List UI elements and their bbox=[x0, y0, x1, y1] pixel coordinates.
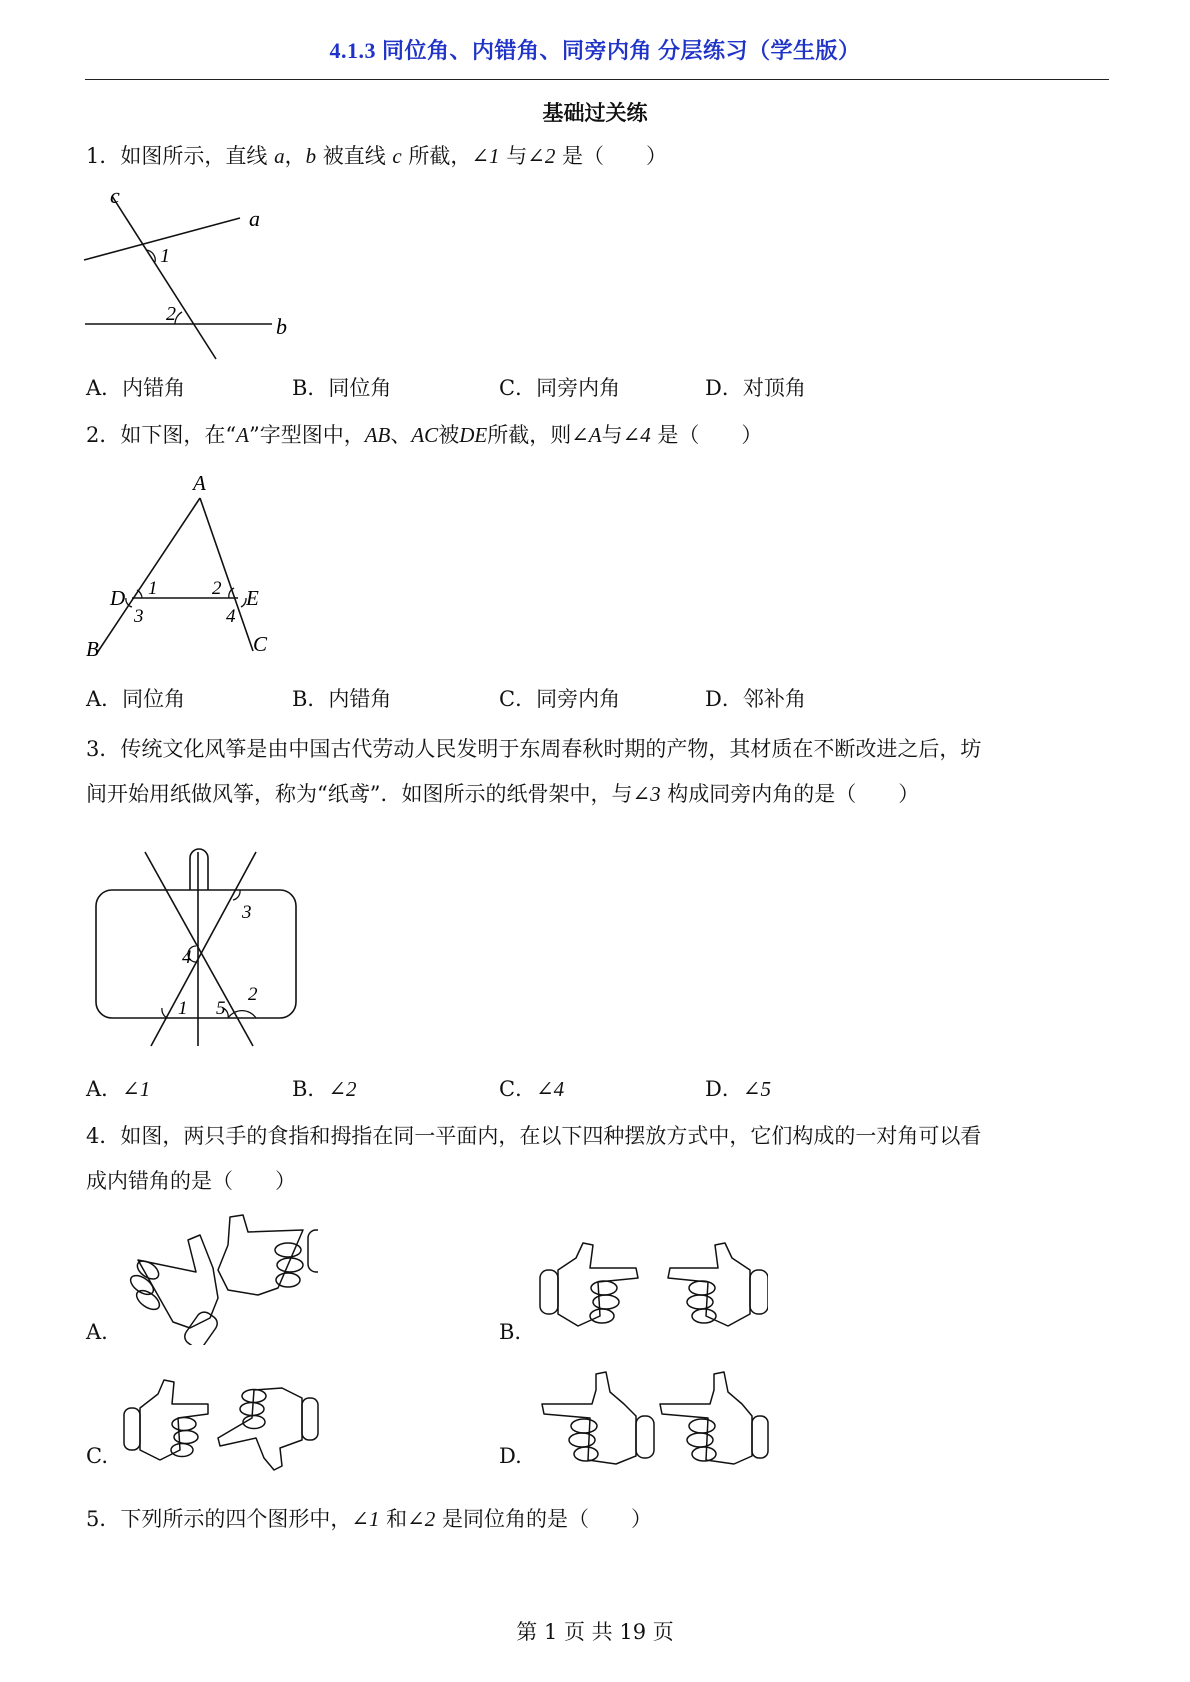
label-C: C bbox=[253, 632, 268, 656]
label-angle-1: 1 bbox=[160, 245, 170, 267]
label-angle-2: 2 bbox=[212, 578, 222, 599]
answer-blank: 是（ ） bbox=[650, 423, 763, 447]
q2-option-b[interactable]: B．内错角 bbox=[292, 687, 392, 711]
var-AC: AC bbox=[411, 423, 439, 447]
question-text: 间开始用纸做风筝，称为“纸鸢”．如图所示的纸骨架中，与 bbox=[86, 782, 633, 806]
question-4-line-1 bbox=[86, 1113, 1108, 1159]
question-number: 4． bbox=[86, 1124, 121, 1148]
label-angle-1: 1 bbox=[178, 998, 188, 1019]
label-b: b bbox=[276, 314, 287, 339]
var-a: a bbox=[274, 144, 285, 168]
q4-option-a[interactable]: A. bbox=[86, 1320, 108, 1344]
question-text: 如下图，在“ bbox=[120, 423, 237, 447]
var-AB: AB bbox=[364, 423, 391, 447]
label-angle-2: 2 bbox=[166, 303, 176, 325]
question-3-line-1 bbox=[86, 726, 1108, 772]
document-title: 4.1.3 同位角、内错角、同旁内角 分层练习（学生版） bbox=[329, 38, 861, 63]
angle-1: ∠1 bbox=[351, 1507, 380, 1531]
angle-A: ∠A bbox=[571, 423, 602, 447]
q1-option-c[interactable]: C．同旁内角 bbox=[499, 376, 621, 400]
q4-option-d[interactable]: D. bbox=[499, 1444, 522, 1468]
q4-option-c[interactable]: C. bbox=[86, 1444, 108, 1468]
question-text: 如图，两只手的食指和拇指在同一平面内，在以下四种摆放方式中，它们构成的一对角可以看 bbox=[120, 1124, 982, 1148]
label-B: B bbox=[86, 637, 99, 661]
header-divider bbox=[85, 79, 1109, 80]
question-number: 2． bbox=[86, 423, 121, 447]
question-number: 5． bbox=[86, 1507, 121, 1531]
question-4-line-2 bbox=[86, 1158, 1108, 1204]
q3-option-b[interactable]: B．∠2 bbox=[292, 1077, 357, 1101]
question-text: 和 bbox=[379, 1507, 408, 1531]
label-angle-2: 2 bbox=[248, 984, 258, 1005]
question-number: 3． bbox=[86, 737, 121, 761]
question-text: 所截， bbox=[401, 144, 472, 168]
question-text: 与 bbox=[601, 423, 623, 447]
q3-option-c[interactable]: C．∠4 bbox=[499, 1077, 565, 1101]
label-angle-4: 4 bbox=[182, 947, 192, 968]
figure-q3-kite-frame bbox=[88, 838, 318, 1048]
angle-1: ∠1 bbox=[471, 144, 500, 168]
q1-option-b[interactable]: B．同位角 bbox=[292, 376, 392, 400]
label-angle-4: 4 bbox=[226, 606, 236, 627]
question-text: 下列所示的四个图形中， bbox=[120, 1507, 352, 1531]
angle-2: ∠2 bbox=[527, 144, 556, 168]
q4-option-b-hands-icon bbox=[538, 1240, 768, 1340]
var-c: c bbox=[392, 144, 402, 168]
figure-q1-lines bbox=[80, 182, 300, 362]
label-angle-3: 3 bbox=[134, 606, 144, 627]
angle-3: ∠3 bbox=[632, 782, 661, 806]
page-number-footer: 第 1 页 共 19 页 bbox=[516, 1620, 674, 1644]
punct: ， bbox=[284, 144, 306, 168]
label-angle-3: 3 bbox=[242, 902, 252, 923]
question-3-line-2 bbox=[86, 771, 1108, 817]
question-text: 所截，则 bbox=[487, 423, 572, 447]
angle-2: ∠2 bbox=[407, 1507, 436, 1531]
label-A: A bbox=[193, 471, 206, 495]
q3-option-d[interactable]: D．∠5 bbox=[705, 1077, 771, 1101]
question-1 bbox=[86, 133, 1108, 179]
question-text: 传统文化风筝是由中国古代劳动人民发明于东周春秋时期的产物，其材质在不断改进之后，坊 bbox=[120, 737, 982, 761]
question-text: 成内错角的是（ ） bbox=[86, 1169, 296, 1193]
q2-option-a[interactable]: A．同位角 bbox=[86, 687, 186, 711]
answer-blank: 是同位角的是（ ） bbox=[435, 1507, 652, 1531]
figure-q2-A-shape bbox=[80, 470, 300, 670]
label-a: a bbox=[249, 206, 260, 231]
label-c: c bbox=[110, 183, 120, 208]
question-text: 被直线 bbox=[316, 144, 393, 168]
var-A: A bbox=[236, 423, 249, 447]
label-angle-1: 1 bbox=[148, 578, 158, 599]
var-DE: DE bbox=[459, 423, 488, 447]
q2-option-c[interactable]: C．同旁内角 bbox=[499, 687, 621, 711]
answer-blank: 是（ ） bbox=[555, 144, 668, 168]
section-title: 基础过关练 bbox=[542, 100, 648, 125]
q2-option-d[interactable]: D．邻补角 bbox=[705, 687, 806, 711]
question-text: 与 bbox=[499, 144, 528, 168]
q3-option-a[interactable]: A．∠1 bbox=[86, 1077, 151, 1101]
label-D: D bbox=[110, 586, 126, 610]
q1-option-d[interactable]: D．对顶角 bbox=[705, 376, 806, 400]
question-text: 被 bbox=[438, 423, 460, 447]
label-angle-5: 5 bbox=[216, 998, 226, 1019]
question-text: 如图所示，直线 bbox=[120, 144, 275, 168]
q1-option-a[interactable]: A．内错角 bbox=[86, 376, 186, 400]
question-2 bbox=[86, 412, 1108, 458]
q4-option-b[interactable]: B. bbox=[499, 1320, 522, 1344]
var-b: b bbox=[305, 144, 317, 168]
question-5 bbox=[86, 1496, 1108, 1542]
label-E: E bbox=[246, 586, 259, 610]
question-number: 1． bbox=[86, 144, 121, 168]
q4-option-d-hands-icon bbox=[540, 1370, 770, 1474]
q4-option-c-hands-icon bbox=[122, 1378, 322, 1474]
angle-4: ∠4 bbox=[622, 423, 651, 447]
question-text: ”字型图中， bbox=[248, 423, 365, 447]
punct: 、 bbox=[390, 423, 412, 447]
answer-blank: 构成同旁内角的是（ ） bbox=[660, 782, 920, 806]
q4-option-a-hands-icon bbox=[118, 1210, 318, 1345]
